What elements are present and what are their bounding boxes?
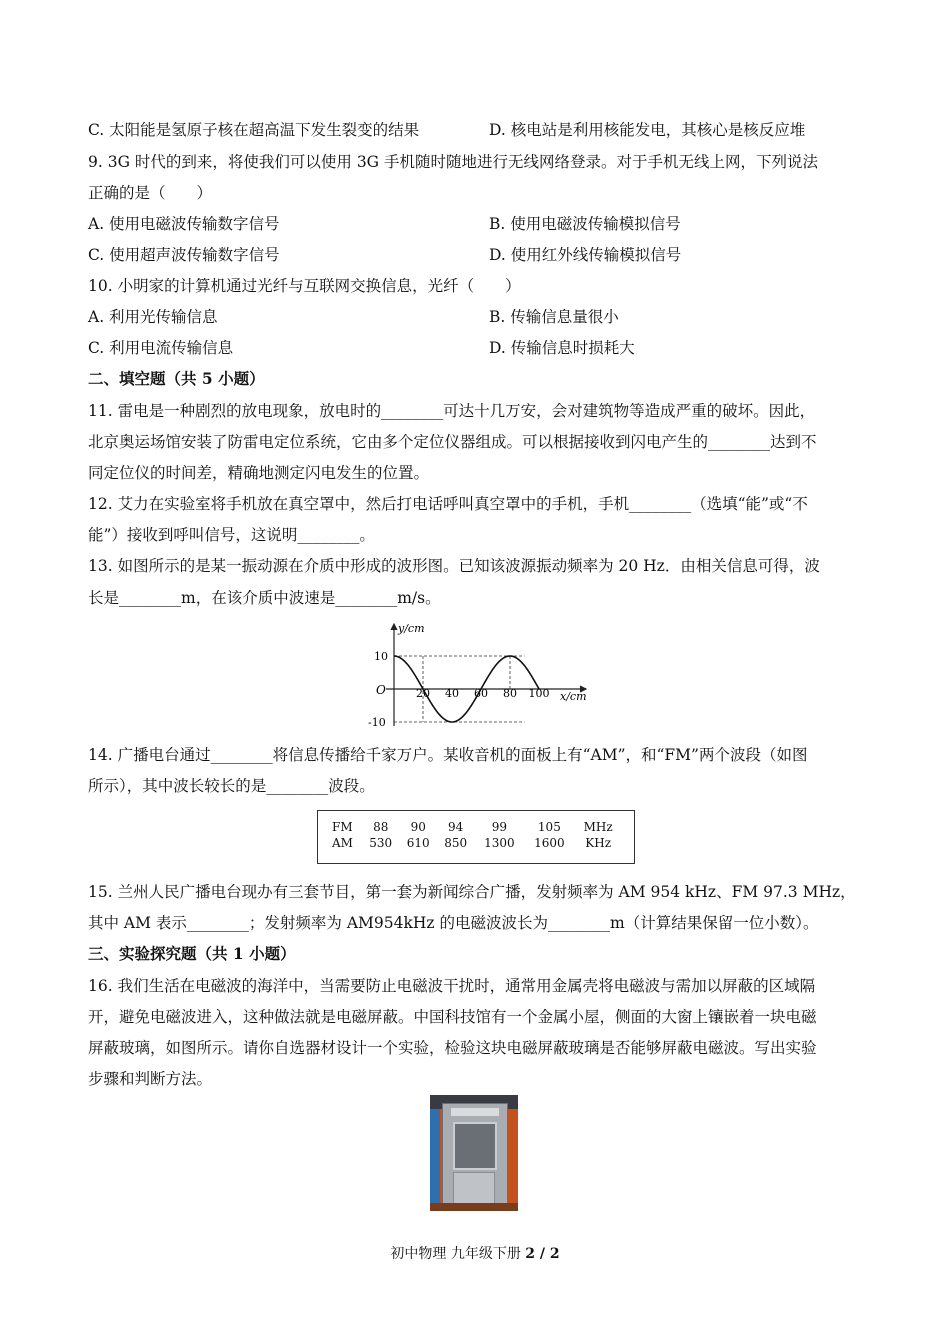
band-table — [332, 819, 622, 851]
band-cell: 1600 — [534, 836, 565, 850]
question-12-line-2: 能”）接收到呼叫信号，这说明________。 — [88, 526, 375, 544]
question-16-line-3: 屏蔽玻璃，如图所示。请你自选器材设计一个实验，检验这块电磁屏蔽玻璃是否能够屏蔽电磁波。写出实验 — [88, 1039, 817, 1057]
question-9-option-B: B. 使用电磁波传输模拟信号 — [489, 215, 681, 233]
question-16-line-2: 开，避免电磁波进入，这种做法就是电磁屏蔽。中国科技馆有一个金属小屋，侧面的大窗上镶嵌着一块电磁 — [88, 1008, 817, 1026]
band-cell: 610 — [406, 836, 430, 850]
section-3-heading: 三、实验探究题（共 1 小题） — [88, 944, 296, 963]
band-row-am — [332, 835, 622, 851]
question-15-line-1: 15. 兰州人民广播电台现办有三套节目，第一套为新闻综合广播，发射频率为 AM 954 kHz、FM 97.3 MHz， — [88, 883, 856, 901]
wave-y-label: y/cm — [398, 622, 425, 635]
footer-page-number: 2 / 2 — [525, 1246, 560, 1262]
question-16-line-1: 16. 我们生活在电磁波的海洋中，当需要防止电磁波干扰时，通常用金属壳将电磁波与需加以屏蔽的区域隔 — [88, 977, 816, 995]
band-cell: KHz — [585, 836, 612, 850]
page-footer — [0, 1244, 950, 1264]
wave-xtick-label: 20 — [416, 687, 430, 700]
question-10-option-C: C. 利用电流传输信息 — [88, 339, 234, 357]
question-10-option-A: A. 利用光传输信息 — [88, 308, 218, 326]
question-14-line-2: 所示），其中波长较长的是________波段。 — [88, 777, 375, 795]
photo-booth-sign — [451, 1108, 499, 1116]
question-13-line-1: 13. 如图所示的是某一振动源在介质中形成的波形图。已知该波源振动频率为 20 Hz．由相关信息可得，波 — [88, 557, 820, 575]
band-cell: AM — [332, 836, 353, 850]
band-cell: 530 — [369, 836, 393, 850]
question-9-option-A: A. 使用电磁波传输数字信号 — [88, 215, 280, 233]
band-table-figure — [317, 810, 635, 864]
question-13-line-2: 长是________m，在该介质中波速是________m/s。 — [88, 589, 441, 607]
band-cell: MHz — [583, 820, 613, 834]
band-cell: 105 — [537, 820, 561, 834]
shielded-house-photo — [430, 1095, 518, 1211]
band-cell: 1300 — [484, 836, 515, 850]
wave-ytick-top: 10 — [374, 650, 388, 663]
band-cell: 850 — [444, 836, 468, 850]
wave-xtick-label: 60 — [474, 687, 488, 700]
band-cell: 94 — [448, 820, 464, 834]
question-14-line-1: 14. 广播电台通过________将信息传播给千家万户。某收音机的面板上有“AM”，和“FM”两个波段（如图 — [88, 746, 808, 764]
question-11-line-2: 北京奥运场馆安装了防雷电定位系统，它由多个定位仪器组成。可以根据接收到闪电产生的________达到不 — [88, 433, 817, 451]
question-10-option-B: B. 传输信息量很小 — [489, 308, 619, 326]
wave-graph — [364, 618, 590, 734]
wave-xtick-label: 80 — [503, 687, 517, 700]
question-10: 10. 小明家的计算机通过光纤与互联网交换信息，光纤（ ） — [88, 277, 521, 295]
section-2-heading: 二、填空题（共 5 小题） — [88, 369, 265, 388]
line-q8-C: C. 太阳能是氢原子核在超高温下发生裂变的结果 — [88, 121, 420, 139]
photo-booth-window — [453, 1122, 497, 1170]
wave-origin-label: O — [376, 683, 386, 697]
question-16-line-4: 步骤和判断方法。 — [88, 1070, 213, 1088]
band-cell: 99 — [491, 820, 508, 834]
photo-booth — [442, 1103, 508, 1211]
question-15-line-2: 其中 AM 表示________；发射频率为 AM954kHz 的电磁波波长为________m（计算结果保留一位小数）。 — [88, 914, 819, 932]
wave-xtick-label: 100 — [528, 687, 550, 700]
wave-ytick-bottom: -10 — [368, 716, 386, 729]
question-11-line-3: 同定位仪的时间差，精确地测定闪电发生的位置。 — [88, 464, 430, 482]
footer-text: 初中物理 九年级下册 — [390, 1246, 526, 1262]
question-9-option-D: D. 使用红外线传输模拟信号 — [489, 246, 682, 264]
band-cell: 90 — [410, 820, 426, 834]
photo-floor — [430, 1203, 518, 1211]
wave-xtick-label: 40 — [445, 687, 459, 700]
question-12-line-1: 12. 艾力在实验室将手机放在真空罩中，然后打电话呼叫真空罩中的手机，手机________（选填“能”或“不 — [88, 495, 808, 513]
question-10-option-D: D. 传输信息时损耗大 — [489, 339, 635, 357]
band-cell: 88 — [373, 820, 389, 834]
question-9-line-1: 9. 3G 时代的到来，将使我们可以使用 3G 手机随时随地进行无线网络登录。对于手机无线上网，下列说法 — [88, 153, 818, 171]
question-9-line-2: 正确的是（ ） — [88, 184, 213, 202]
question-11-line-1: 11. 雷电是一种剧烈的放电现象，放电时的________可达十几万安，会对建筑物等造成严重的破坏。因此， — [88, 402, 816, 420]
band-row-fm — [332, 819, 622, 835]
line-q8-D: D. 核电站是利用核能发电，其核心是核反应堆 — [489, 121, 806, 139]
photo-left-wall — [430, 1109, 440, 1211]
band-cell: FM — [332, 820, 353, 834]
wave-figure — [364, 618, 590, 734]
wave-x-label: x/cm — [560, 690, 587, 703]
question-9-option-C: C. 使用超声波传输数字信号 — [88, 246, 280, 264]
